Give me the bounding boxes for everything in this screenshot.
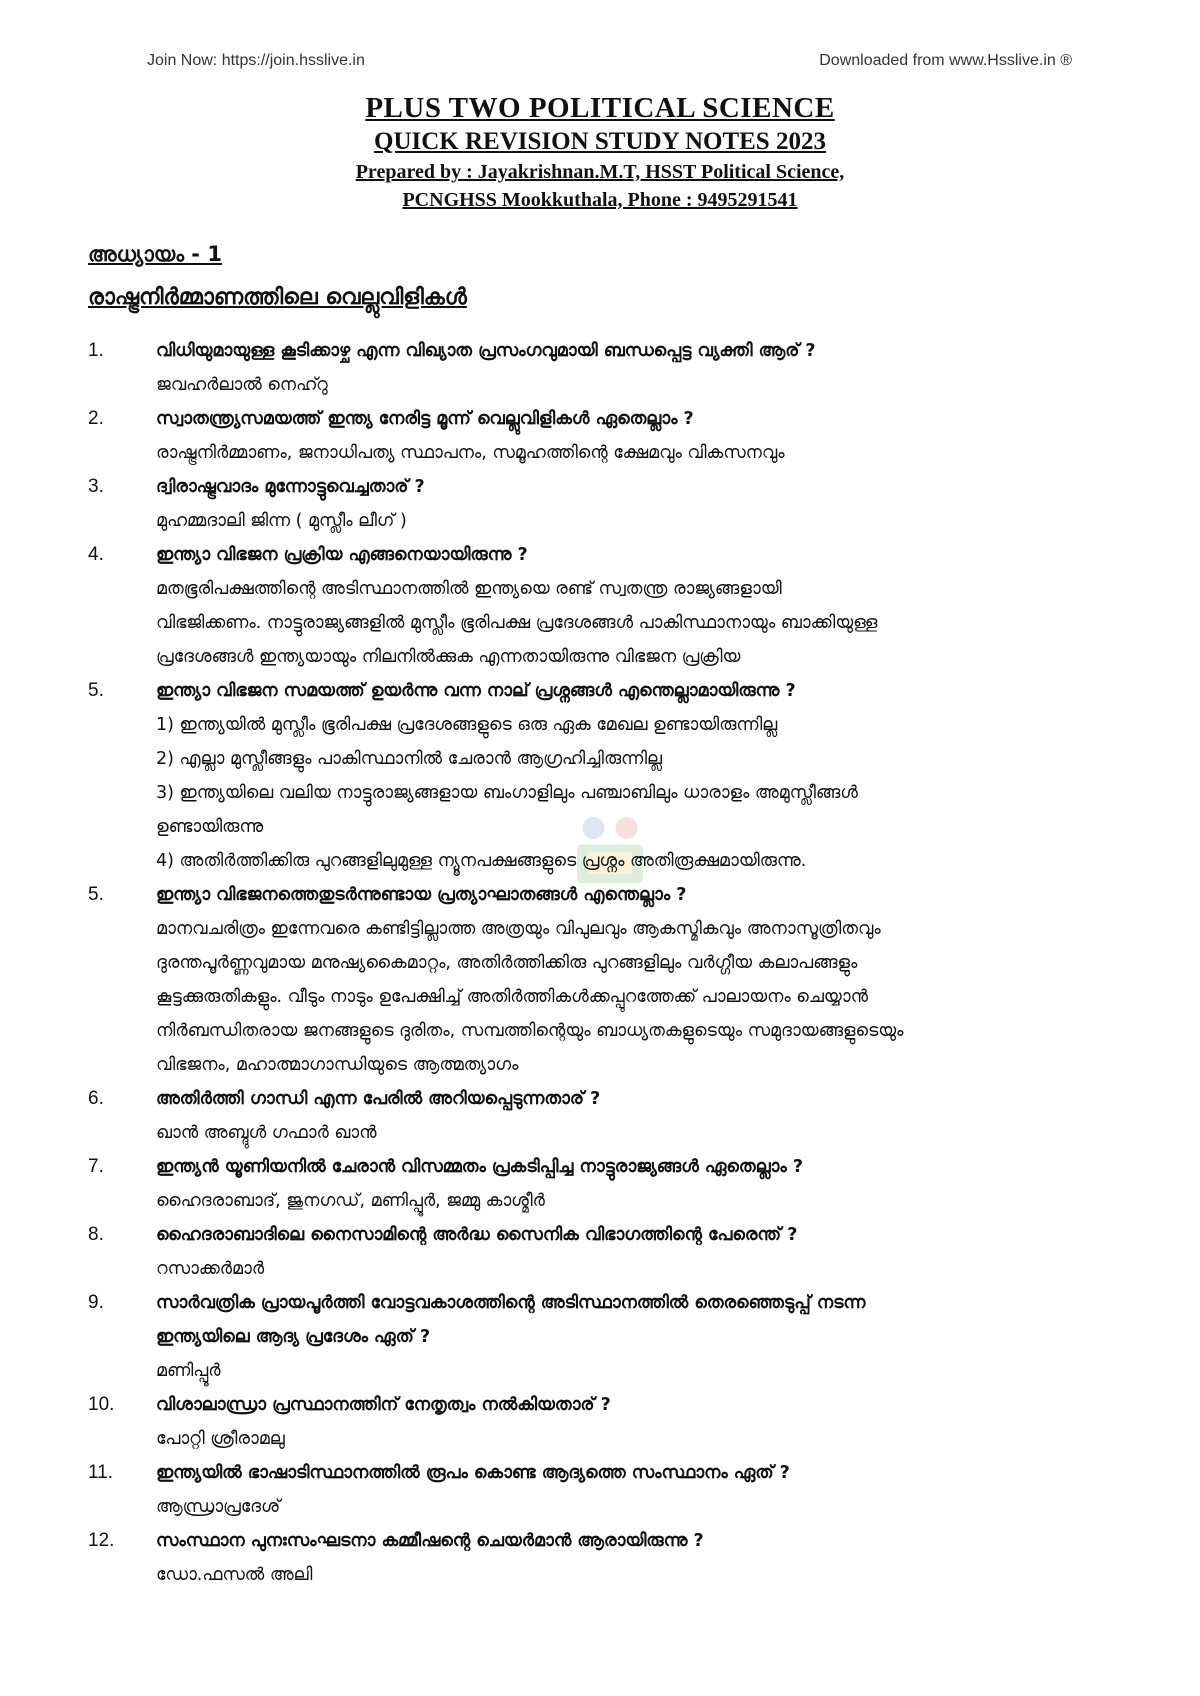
answer-line: 1) ഇന്ത്യയിൽ മുസ്ലീം ഭൂരിപക്ഷ പ്രദേശങ്ങളുടെ ഒരു ഏക മേഖല ഉണ്ടായിരുന്നില്ല — [156, 715, 778, 735]
answer-line: ദുരന്തപൂർണ്ണവുമായ മനുഷ്യകൈമാറ്റം, അതിർത്തിക്കിരു പുറങ്ങളിലും വർഗ്ഗീയ കലാപങ്ങളും — [156, 953, 858, 973]
answer-line: വിഭജനം, മഹാത്മാഗാന്ധിയുടെ ആത്മത്യാഗം — [156, 1055, 519, 1075]
question-body — [156, 470, 1128, 538]
answer-line: നിർബന്ധിതരായ ജനങ്ങളുടെ ദുരിതം, സമ്പത്തിന്റെയും ബാധ്യതകളുടെയും സമുദായങ്ങളുടെയും — [156, 1021, 904, 1041]
question-number: 4. — [88, 544, 104, 565]
question-number: 10. — [88, 1394, 115, 1415]
answer-line: പോറ്റി ശ്രീരാമലു — [156, 1429, 285, 1449]
question-number: 7. — [88, 1156, 104, 1177]
question-item — [88, 402, 1128, 470]
question-item — [88, 1150, 1128, 1218]
chapter-number: അധ്യായം - 1 — [88, 242, 222, 266]
question-body — [156, 538, 1128, 674]
question-text: ദ്വിരാഷ്ട്രവാദം മുന്നോട്ടുവെച്ചതാര് ? — [156, 477, 425, 497]
question-body — [156, 334, 1128, 402]
answer-line: ഡോ.ഫസൽ അലി — [156, 1565, 313, 1585]
question-body — [156, 1218, 1128, 1286]
answer-line: മുഹമ്മദാലി ജിന്ന ( മുസ്ലീം ലീഗ് ) — [156, 511, 407, 531]
question-body — [156, 1456, 1128, 1524]
question-number: 5. — [88, 680, 104, 701]
answer-line: മണിപ്പൂർ — [156, 1361, 221, 1381]
school-and-phone: PCNGHSS Mookkuthala, Phone : 9495291541 — [402, 189, 798, 211]
question-number: 12. — [88, 1530, 115, 1551]
question-number: 5. — [88, 884, 104, 905]
document-title: PLUS TWO POLITICAL SCIENCE — [365, 92, 835, 124]
answer-line: 2) എല്ലാ മുസ്ലീങ്ങളും പാകിസ്ഥാനിൽ ചേരാൻ ആഗ്രഹിച്ചിരുന്നില്ല — [156, 749, 663, 769]
answer-line: ഉണ്ടായിരുന്നു — [156, 817, 264, 837]
answer-line: ഖാൻ അബ്ദുൾ ഗഫാർ ഖാൻ — [156, 1123, 377, 1143]
question-text: വിധിയുമായുള്ള കൂടിക്കാഴ്ച എന്ന വിഖ്യാത പ്രസംഗവുമായി ബന്ധപ്പെട്ട വ്യക്തി ആര് ? — [156, 341, 816, 361]
question-number: 1. — [88, 340, 104, 361]
question-item — [88, 878, 1128, 1082]
answer-line: 3) ഇന്ത്യയിലെ വലിയ നാട്ടുരാജ്യങ്ങളായ ബംഗാളിലും പഞ്ചാബിലും ധാരാളം അമുസ്ലീങ്ങൾ — [156, 783, 858, 803]
question-text-continued: ഇന്ത്യയിലെ ആദ്യ പ്രദേശം ഏത് ? — [156, 1327, 431, 1347]
question-item — [88, 1524, 1128, 1592]
question-text: ഇന്ത്യാ വിഭജന പ്രക്രിയ എങ്ങനെയായിരുന്നു ? — [156, 545, 528, 565]
answer-line: ഹൈദരാബാദ്, ജുനഗഡ്, മണിപ്പൂർ, ജമ്മു കാശ്മീർ — [156, 1191, 545, 1211]
document-subtitle: QUICK REVISION STUDY NOTES 2023 — [374, 128, 826, 155]
prepared-by: Prepared by : Jayakrishnan.M.T, HSST Political Science, — [355, 161, 845, 183]
answer-line: മാനവചരിത്രം ഇന്നേവരെ കണ്ടിട്ടില്ലാത്ത അത്രയും വിപുലവും ആകസ്മികവും അനാസൂത്രിതവും — [156, 919, 881, 939]
answer-line: 4) അതിർത്തിക്കിരു പുറങ്ങളിലുമുള്ള ന്യൂനപക്ഷങ്ങളുടെ പ്രശ്നം അതിരൂക്ഷമായിരുന്നു. — [156, 851, 807, 871]
answer-line: മതഭൂരിപക്ഷത്തിന്റെ അടിസ്ഥാനത്തിൽ ഇന്ത്യയെ രണ്ട് സ്വതന്ത്ര രാജ്യങ്ങളായി — [156, 579, 782, 599]
question-text: ഇന്ത്യയിൽ ഭാഷാടിസ്ഥാനത്തിൽ രൂപം കൊണ്ട ആദ്യത്തെ സംസ്ഥാനം ഏത് ? — [156, 1463, 790, 1483]
answer-line: പ്രദേശങ്ങൾ ഇന്ത്യയായും നിലനിൽക്കുക എന്നതായിരുന്നു വിഭജന പ്രക്രിയ — [156, 647, 741, 667]
answer-line: കൂട്ടക്കുരുതികളും. വീടും നാടും ഉപേക്ഷിച്ച് അതിർത്തികൾക്കപ്പുറത്തേക്ക് പാലായനം ചെയ്യാൻ — [156, 987, 868, 1007]
question-text: അതിർത്തി ഗാന്ധി എന്ന പേരിൽ അറിയപ്പെടുന്നതാര് ? — [156, 1089, 601, 1109]
question-number: 9. — [88, 1292, 104, 1313]
question-item — [88, 1082, 1128, 1150]
question-text: സ്വാതന്ത്ര്യസമയത്ത് ഇന്ത്യ നേരിട്ട മൂന്ന് വെല്ലുവിളികൾ ഏതെല്ലാം ? — [156, 409, 694, 429]
question-text: ഇന്ത്യാ വിഭജന സമയത്ത് ഉയർന്നു വന്ന നാല് പ്രശ്നങ്ങൾ എന്തെല്ലാമായിരുന്നു ? — [156, 681, 796, 701]
download-source-text: Downloaded from www.Hsslive.in ® — [819, 52, 1072, 69]
question-body — [156, 1286, 1128, 1388]
question-body — [156, 1150, 1128, 1218]
question-body — [156, 1524, 1128, 1592]
answer-line: ആന്ധ്രാപ്രദേശ് — [156, 1497, 281, 1517]
question-text: വിശാലാന്ധ്രാ പ്രസ്ഥാനത്തിന് നേതൃത്വം നൽകിയതാര് ? — [156, 1395, 611, 1415]
question-body — [156, 402, 1128, 470]
question-item — [88, 674, 1128, 878]
question-item — [88, 1456, 1128, 1524]
question-body — [156, 1082, 1128, 1150]
question-body — [156, 878, 1128, 1082]
chapter-title: രാഷ്ട്രനിർമ്മാണത്തിലെ വെല്ലുവിളികൾ — [88, 285, 467, 310]
question-text: സാർവത്രിക പ്രായപൂർത്തി വോട്ടവകാശത്തിന്റെ അടിസ്ഥാനത്തിൽ തെരഞ്ഞെടുപ്പ് നടന്ന — [156, 1293, 866, 1313]
question-text: ഇന്ത്യൻ യൂണിയനിൽ ചേരാൻ വിസമ്മതം പ്രകടിപ്പിച്ച നാട്ടുരാജ്യങ്ങൾ ഏതെല്ലാം ? — [156, 1157, 803, 1177]
question-body — [156, 1388, 1128, 1456]
question-number: 8. — [88, 1224, 104, 1245]
question-item — [88, 538, 1128, 674]
question-number: 2. — [88, 408, 104, 429]
question-item — [88, 1286, 1128, 1388]
answer-line: റസാക്കർമാർ — [156, 1259, 265, 1279]
question-item — [88, 334, 1128, 402]
answer-line: വിഭജിക്കണം. നാട്ടുരാജ്യങ്ങളിൽ മുസ്ലീം ഭൂരിപക്ഷ പ്രദേശങ്ങൾ പാകിസ്ഥാനായും ബാക്കിയുള്ള — [156, 613, 878, 633]
question-number: 6. — [88, 1088, 104, 1109]
question-number: 11. — [88, 1462, 114, 1483]
question-number: 3. — [88, 476, 104, 497]
answer-line: രാഷ്ട്രനിർമ്മാണം, ജനാധിപത്യ സ്ഥാപനം, സമൂഹത്തിന്റെ ക്ഷേമവും വികസനവും — [156, 443, 785, 463]
question-body — [156, 674, 1128, 878]
join-link-text[interactable]: Join Now: https://join.hsslive.in — [147, 52, 365, 69]
question-answer-list — [88, 334, 1128, 1592]
question-text: ഹൈദരാബാദിലെ നൈസാമിന്റെ അർദ്ധ സൈനിക വിഭാഗത്തിന്റെ പേരെന്ത് ? — [156, 1225, 798, 1245]
question-item — [88, 1218, 1128, 1286]
page-top-bar — [147, 52, 1072, 70]
question-item — [88, 1388, 1128, 1456]
document-header — [0, 90, 1200, 214]
question-text: സംസ്ഥാന പുനഃസംഘടനാ കമ്മീഷന്റെ ചെയർമാൻ ആരായിരുന്നു ? — [156, 1531, 704, 1551]
answer-line: ജവഹർലാൽ നെഹ്റു — [156, 375, 328, 395]
question-item — [88, 470, 1128, 538]
question-text: ഇന്ത്യാ വിഭജനത്തെതുടർന്നുണ്ടായ പ്രത്യാഘാതങ്ങൾ എന്തെല്ലാം ? — [156, 885, 687, 905]
